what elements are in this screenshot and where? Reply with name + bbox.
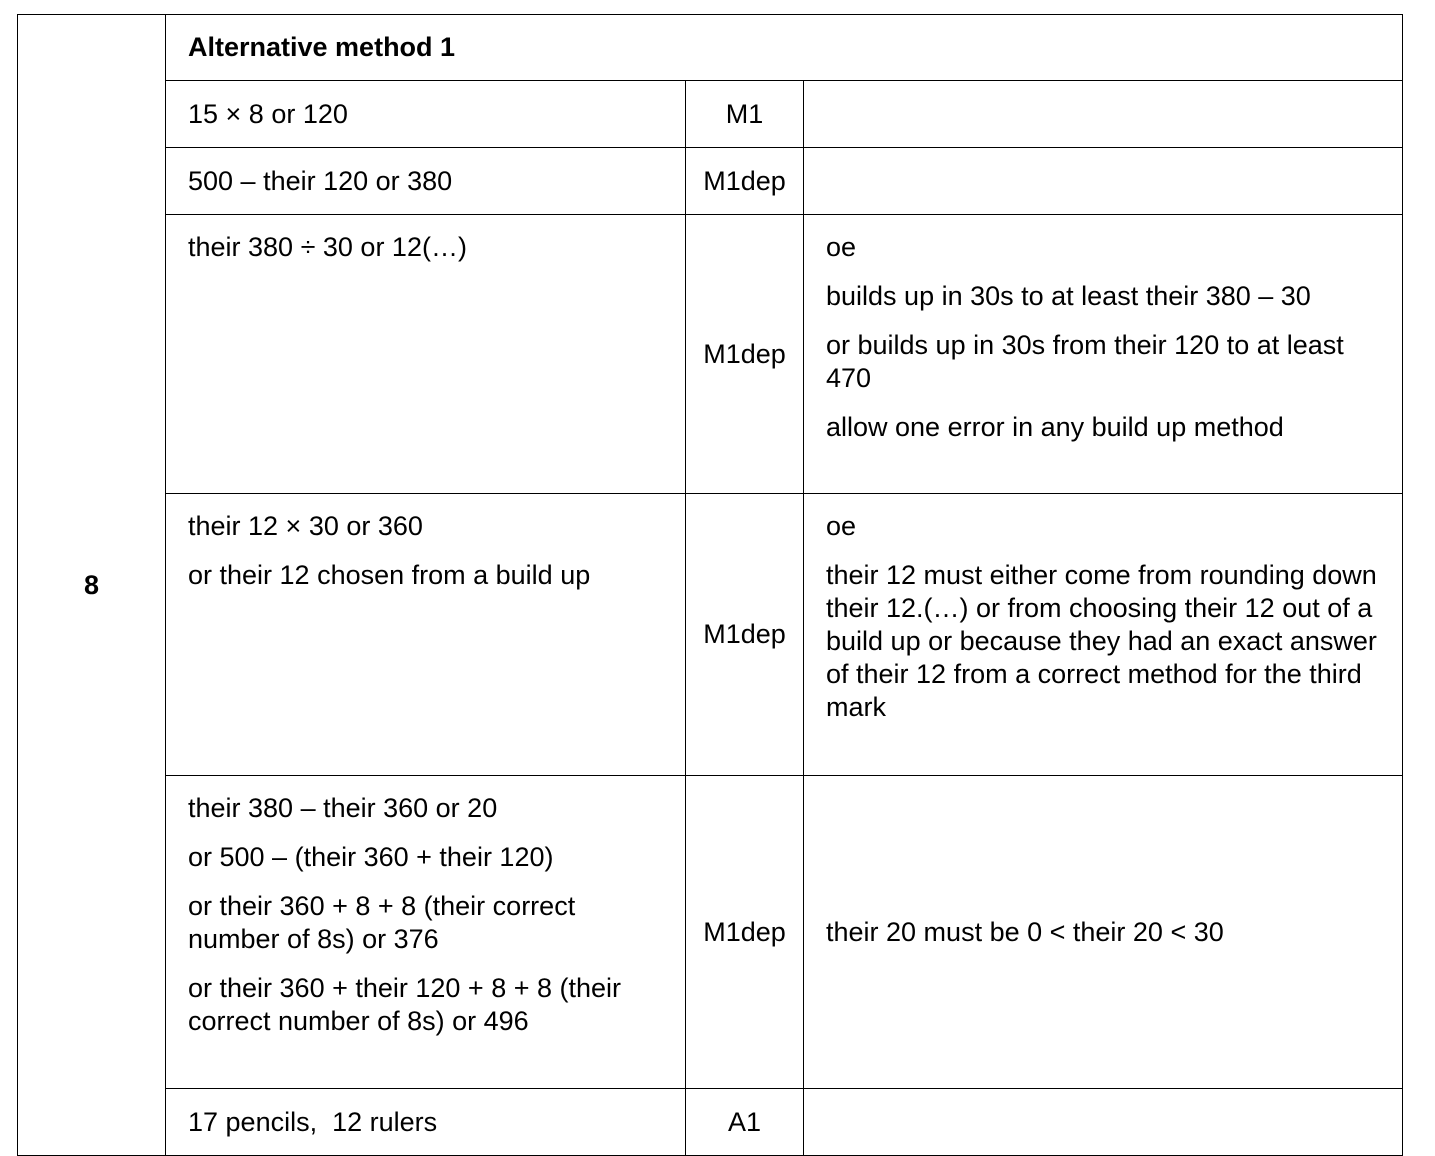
- comment-line: allow one error in any build up method: [826, 412, 1284, 442]
- working-cell: [166, 776, 686, 1089]
- comment-line: their 12 must either come from rounding down their 12.(…) or from choosing their 12 out of a build up or because they had an exact answer of their 12 from a correct method for the third mark: [826, 560, 1377, 722]
- working-line: their 12 × 30 or 360: [188, 511, 423, 541]
- comment-cell: [804, 81, 1403, 148]
- working-line: their 380 – their 360 or 20: [188, 793, 498, 823]
- table-row: [18, 1089, 1403, 1156]
- working-cell: [166, 494, 686, 776]
- mark-cell: M1dep: [686, 494, 804, 776]
- question-number: 8: [18, 15, 166, 1156]
- working-cell: [166, 148, 686, 215]
- comment-cell: [804, 148, 1403, 215]
- table-row: [18, 148, 1403, 215]
- mark-cell: A1: [686, 1089, 804, 1156]
- working-line: their 380 ÷ 30 or 12(…): [188, 232, 467, 262]
- working-line: or 500 – (their 360 + their 120): [188, 842, 554, 872]
- working-line: or their 360 + 8 + 8 (their correct number of 8s) or 376: [188, 891, 576, 954]
- method-header-row: [18, 15, 1403, 81]
- comment-line: builds up in 30s to at least their 380 – 30: [826, 281, 1311, 311]
- mark-scheme-table: [17, 14, 1403, 1156]
- comment-cell: [804, 1089, 1403, 1156]
- table-row: [18, 776, 1403, 1089]
- comment-cell: [804, 215, 1403, 494]
- table-row: [18, 494, 1403, 776]
- comment-line: oe: [826, 511, 857, 541]
- mark-cell: M1dep: [686, 776, 804, 1089]
- working-line: or their 12 chosen from a build up: [188, 560, 591, 590]
- mark-cell: M1dep: [686, 215, 804, 494]
- working-line: 15 × 8 or 120: [188, 98, 348, 129]
- comment-cell: [804, 776, 1403, 1089]
- working-cell: [166, 81, 686, 148]
- comment-line: their 20 must be 0 < their 20 < 30: [826, 916, 1224, 947]
- working-cell: [166, 1089, 686, 1156]
- method-title: Alternative method 1: [166, 15, 1403, 81]
- working-line: 17 pencils, 12 rulers: [188, 1106, 438, 1137]
- comment-line: or builds up in 30s from their 120 to at least 470: [826, 330, 1344, 393]
- mark-cell: M1: [686, 81, 804, 148]
- table-row: [18, 215, 1403, 494]
- working-line: or their 360 + their 120 + 8 + 8 (their correct number of 8s) or 496: [188, 973, 622, 1036]
- comment-line: oe: [826, 232, 857, 262]
- comment-cell: [804, 494, 1403, 776]
- table-row: [18, 81, 1403, 148]
- mark-cell: M1dep: [686, 148, 804, 215]
- working-cell: [166, 215, 686, 494]
- working-line: 500 – their 120 or 380: [188, 165, 453, 196]
